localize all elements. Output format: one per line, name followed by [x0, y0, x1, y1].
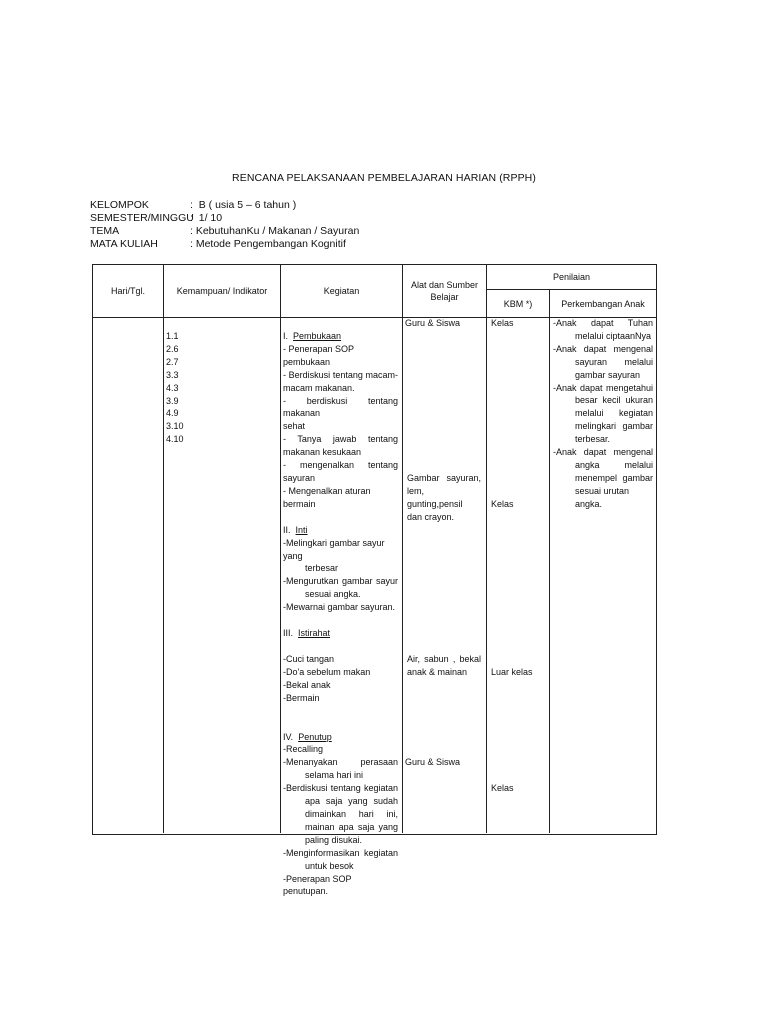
meta-value: : B ( usia 5 – 6 tahun ) — [190, 199, 297, 211]
kegiatan-line: mainan apa saja yang — [305, 821, 398, 832]
perkembangan-line: sesuai urutan angka. — [575, 485, 630, 509]
meta-row-semester — [90, 212, 359, 225]
kegiatan-line: -Penerapan SOP penutupan. — [283, 873, 352, 897]
rpph-table — [92, 264, 657, 897]
alat-item — [405, 317, 482, 330]
alat-item — [405, 756, 482, 769]
kegiatan-line: selama hari ini — [305, 770, 364, 781]
indikator-item: 2.6 — [166, 343, 179, 354]
perkembangan-line: -Anak dapat mengenal — [553, 343, 653, 354]
kegiatan-line: terbesar — [305, 563, 339, 574]
section-heading — [283, 524, 398, 537]
kegiatan-line: -Menanyakan perasaan — [283, 757, 398, 768]
indikator-item: 4.10 — [166, 434, 184, 445]
kbm-item: Kelas — [491, 499, 514, 509]
perkembangan-line: angka melalui — [575, 459, 653, 470]
section-number: I. — [283, 331, 289, 341]
header-perkembangan: Perkembangan Anak — [561, 298, 645, 309]
alat-line: lem, gunting,pensil — [407, 485, 463, 509]
alat-line: Guru & Siswa — [405, 757, 461, 767]
header-hari: Hari/Tgl. — [110, 286, 145, 296]
indikator-item: 4.3 — [166, 382, 179, 393]
kegiatan-line: - Berdiskusi tentang macam- — [283, 369, 398, 380]
perkembangan-line: gambar sayuran — [575, 369, 641, 380]
section-heading — [283, 627, 398, 640]
kegiatan-line: makanan kesukaan — [283, 447, 362, 458]
section-heading — [283, 731, 398, 744]
section-title: Penutup — [298, 731, 332, 742]
kegiatan-line: - Tanya jawab tentang — [283, 434, 398, 445]
meta-row-kelompok — [90, 199, 359, 212]
kegiatan-line: - Penerapan SOP pembukaan — [283, 343, 354, 367]
kegiatan-line: apa saja yang sudah — [305, 796, 398, 807]
meta-value: : KebutuhanKu / Makanan / Sayuran — [190, 225, 360, 237]
perkembangan-line: melalui kegiatan — [575, 408, 653, 419]
meta-label: KELOMPOK — [90, 199, 149, 211]
header-alat-line1: Alat dan Sumber — [410, 280, 479, 290]
meta-label: SEMESTER/MINGGU — [90, 212, 194, 224]
kegiatan-line: -Berdiskusi tentang kegiatan — [283, 783, 398, 794]
kegiatan-line: sehat — [283, 421, 306, 432]
section-heading — [283, 330, 398, 343]
meta-block — [90, 199, 359, 251]
indikator-list — [166, 330, 276, 446]
indikator-item: 4.9 — [166, 408, 179, 419]
alat-item — [407, 472, 481, 524]
header-kegiatan: Kegiatan — [323, 286, 360, 296]
meta-value: : Metode Pengembangan Kognitif — [190, 238, 346, 250]
kegiatan-line: - berdiskusi tentang makanan — [283, 395, 398, 419]
indikator-item: 3.9 — [166, 395, 179, 406]
column-divider — [486, 265, 487, 833]
kegiatan-line: macam makanan. — [283, 382, 355, 393]
perkembangan-line: besar kecil ukuran — [575, 395, 653, 406]
kegiatan-line: -Bermain — [283, 692, 320, 703]
alat-line: anak & mainan — [407, 666, 468, 677]
perkembangan-content — [553, 317, 653, 511]
meta-label: TEMA — [90, 225, 120, 237]
perkembangan-line: terbesar. — [575, 434, 611, 445]
alat-line: Guru & Siswa — [405, 318, 461, 328]
document-title: RENCANA PELAKSANAAN PEMBELAJARAN HARIAN (RPPH) — [232, 172, 536, 184]
kegiatan-line: -Mengurutkan gambar sayur — [283, 576, 398, 587]
perkembangan-line: menempel gambar — [575, 472, 653, 483]
kegiatan-line: - Mengenalkan aturan bermain — [283, 485, 371, 509]
kegiatan-line: dimainkan hari ini, — [305, 809, 398, 819]
column-divider — [163, 265, 164, 833]
kbm-item: Kelas — [491, 783, 514, 793]
section-title: Inti — [295, 524, 308, 535]
kbm-item: Kelas — [491, 318, 514, 328]
kegiatan-line: sesuai angka. — [305, 589, 361, 600]
indikator-item: 3.10 — [166, 421, 184, 432]
perkembangan-line: melingkari gambar — [575, 421, 653, 432]
kegiatan-line: untuk besok — [305, 860, 354, 871]
kegiatan-line: -Mewarnai gambar sayuran. — [283, 602, 396, 613]
kegiatan-line: -Melingkari gambar sayur yang — [283, 537, 385, 561]
kegiatan-line: paling disukai. — [305, 834, 363, 845]
meta-row-mata-kuliah — [90, 238, 359, 251]
kegiatan-line: -Menginformasikan kegiatan — [283, 847, 398, 858]
meta-label: MATA KULIAH — [90, 238, 158, 250]
kegiatan-line: -Cuci tangan — [283, 653, 335, 664]
section-number: II. — [283, 524, 291, 535]
kegiatan-line: -Do'a sebelum makan — [283, 666, 371, 677]
perkembangan-line: sayuran melalui — [575, 356, 653, 367]
kegiatan-line: sayuran — [283, 472, 316, 483]
perkembangan-line: -Anak dapat Tuhan — [553, 318, 653, 328]
perkembangan-line: -Anak dapat mengenal — [553, 447, 653, 458]
column-divider — [549, 289, 550, 833]
kegiatan-content — [283, 330, 398, 898]
section-number: IV. — [283, 731, 294, 742]
kegiatan-line: -Bekal anak — [283, 679, 331, 690]
kegiatan-line: - mengenalkan tentang — [283, 460, 398, 471]
header-alat — [403, 265, 486, 317]
section-title: Pembukaan — [293, 331, 342, 341]
alat-item — [407, 653, 481, 679]
section-number: III. — [283, 628, 294, 639]
indikator-item: 2.7 — [166, 356, 179, 367]
perkembangan-line: melalui ciptaanNya — [575, 330, 652, 341]
kegiatan-line: -Recalling — [283, 744, 324, 755]
kbm-item: Luar kelas — [491, 667, 533, 677]
header-alat-line2: Belajar — [430, 292, 459, 302]
meta-row-tema — [90, 225, 359, 238]
alat-line: dan crayon. — [407, 511, 455, 522]
alat-line: Gambar sayuran, — [407, 473, 481, 483]
header-penilaian: Penilaian — [552, 272, 591, 282]
alat-line: Air, sabun , bekal — [407, 654, 481, 664]
meta-value: : 1/ 10 — [190, 212, 223, 224]
indikator-item: 3.3 — [166, 369, 179, 380]
column-divider — [280, 265, 281, 833]
column-divider — [402, 265, 403, 833]
header-kemampuan: Kemampuan/ Indikator — [176, 286, 268, 296]
indikator-item: 1.1 — [166, 331, 179, 341]
section-title: Istirahat — [298, 628, 331, 639]
perkembangan-line: -Anak dapat mengetahui — [553, 382, 653, 393]
header-kbm: KBM *) — [503, 298, 533, 309]
